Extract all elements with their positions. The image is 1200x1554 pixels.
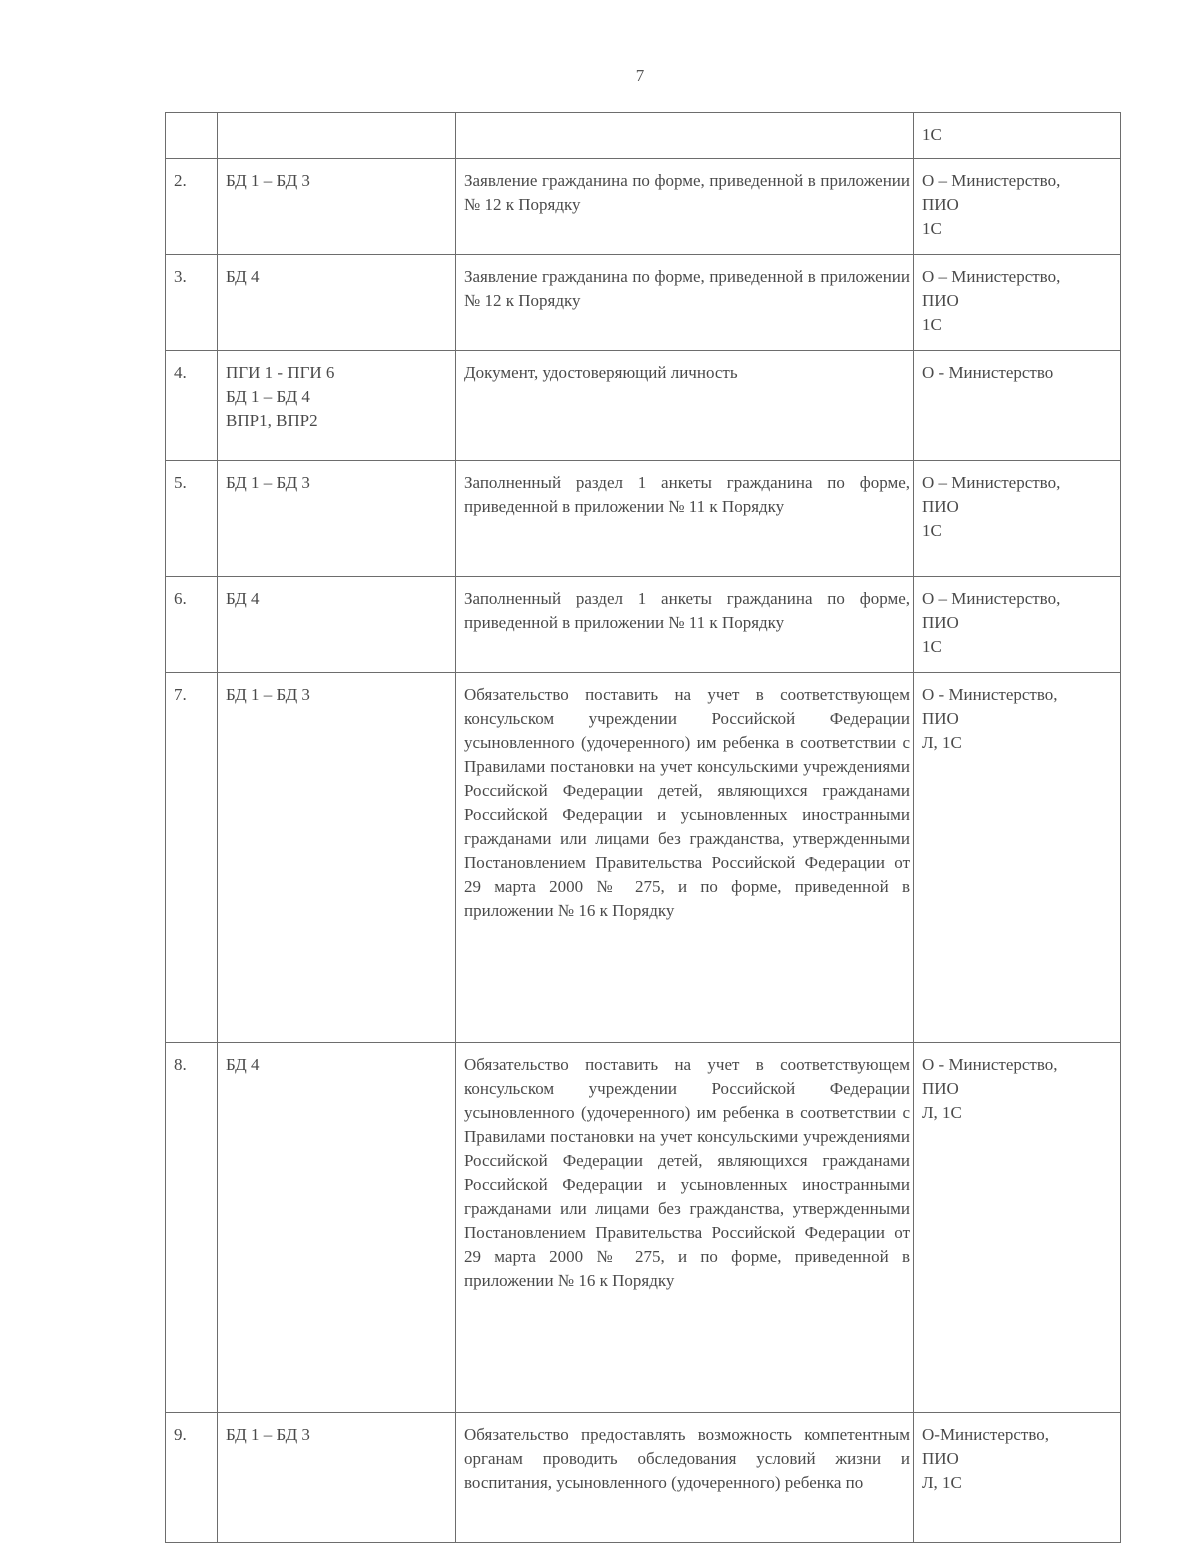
source-line: ПИО (922, 1079, 959, 1098)
source-line: О - Министерство (922, 363, 1054, 382)
source-line: 1С (922, 637, 942, 656)
row-number-cell: 7. (166, 673, 218, 1043)
source-line: О – Министерство, (922, 589, 1061, 608)
code-cell (218, 1043, 456, 1413)
document-description-cell (456, 113, 914, 159)
code-line: БД 1 – БД 3 (226, 171, 310, 190)
code-line: БД 4 (226, 1055, 260, 1074)
document-description-cell: Заявление гражданина по форме, приведенной в приложении № 12 к Порядку (456, 255, 914, 351)
source-line: О – Министерство, (922, 171, 1061, 190)
code-cell (218, 1413, 456, 1543)
source-line: Л, 1С (922, 1473, 962, 1492)
document-description-cell: Обязательство поставить на учет в соответствующем консульском учреждении Российской Федерации усыновленного (удочеренного) им ребенка в соответствии с Правилами постановки на учет консульскими учреждениями Российской Федерации детей, являющихся гражданами Российской Федерации и усыновленных иностранными гражданами или лицами без гражданства, утвержденными Постановлением Правительства Российской Федерации от 29 марта 2000 № 275, и по форме, приведенной в приложении № 16 к Порядку (456, 1043, 914, 1413)
table-row (166, 577, 1121, 673)
source-cell (914, 351, 1121, 461)
source-cell (914, 461, 1121, 577)
source-line: 1С (922, 315, 942, 334)
code-cell (218, 577, 456, 673)
source-cell (914, 577, 1121, 673)
row-number-cell: 6. (166, 577, 218, 673)
source-line: ПИО (922, 709, 959, 728)
table-row (166, 673, 1121, 1043)
code-line: БД 4 (226, 589, 260, 608)
table-row (166, 351, 1121, 461)
code-line: ПГИ 1 - ПГИ 6 (226, 363, 335, 382)
source-cell (914, 255, 1121, 351)
table-row (166, 159, 1121, 255)
code-line: БД 1 – БД 3 (226, 473, 310, 492)
row-number-cell: 4. (166, 351, 218, 461)
code-cell (218, 461, 456, 577)
source-line: 1С (922, 219, 942, 238)
table-row (166, 1413, 1121, 1543)
source-cell (914, 159, 1121, 255)
source-cell (914, 1043, 1121, 1413)
code-cell (218, 113, 456, 159)
code-line: БД 4 (226, 267, 260, 286)
source-cell (914, 673, 1121, 1043)
code-cell (218, 351, 456, 461)
table-row (166, 113, 1121, 159)
row-number-cell (166, 113, 218, 159)
page-number: 7 (635, 66, 645, 85)
source-line: 1С (922, 125, 942, 144)
document-description-cell: Заполненный раздел 1 анкеты гражданина по форме, приведенной в приложении № 11 к Порядку (456, 461, 914, 577)
code-cell (218, 673, 456, 1043)
table-body (166, 113, 1121, 1543)
table-row (166, 461, 1121, 577)
row-number-cell: 5. (166, 461, 218, 577)
document-description-cell: Документ, удостоверяющий личность (456, 351, 914, 461)
code-line: БД 1 – БД 3 (226, 1425, 310, 1444)
document-description-cell: Заполненный раздел 1 анкеты гражданина по форме, приведенной в приложении № 11 к Порядку (456, 577, 914, 673)
source-line: ПИО (922, 497, 959, 516)
table-row (166, 255, 1121, 351)
document-description-cell: Обязательство поставить на учет в соответствующем консульском учреждении Российской Федерации усыновленного (удочеренного) им ребенка в соответствии с Правилами постановки на учет консульскими учреждениями Российской Федерации детей, являющихся гражданами Российской Федерации и усыновленных иностранными гражданами или лицами без гражданства, утвержденными Постановлением Правительства Российской Федерации от 29 марта 2000 № 275, и по форме, приведенной в приложении № 16 к Порядку (456, 673, 914, 1043)
source-line: О-Министерство, (922, 1425, 1050, 1444)
document-description-cell: Заявление гражданина по форме, приведенной в приложении № 12 к Порядку (456, 159, 914, 255)
source-line: О - Министерство, (922, 685, 1058, 704)
source-line: О – Министерство, (922, 267, 1061, 286)
source-line: ПИО (922, 195, 959, 214)
row-number-cell: 8. (166, 1043, 218, 1413)
document-description-cell: Обязательство предоставлять возможность компетентным органам проводить обследования условий жизни и воспитания, усыновленного (удочеренного) ребенка по (456, 1413, 914, 1543)
row-number-cell: 2. (166, 159, 218, 255)
code-line: ВПР1, ВПР2 (226, 411, 318, 430)
code-cell (218, 255, 456, 351)
table-row (166, 1043, 1121, 1413)
source-line: Л, 1С (922, 733, 962, 752)
source-line: ПИО (922, 1449, 959, 1468)
source-line: О – Министерство, (922, 473, 1061, 492)
source-cell (914, 1413, 1121, 1543)
source-line: ПИО (922, 291, 959, 310)
source-cell (914, 113, 1121, 159)
documents-table (165, 112, 1121, 1543)
row-number-cell: 3. (166, 255, 218, 351)
row-number-cell: 9. (166, 1413, 218, 1543)
source-line: ПИО (922, 613, 959, 632)
source-line: 1С (922, 521, 942, 540)
source-line: Л, 1С (922, 1103, 962, 1122)
code-line: БД 1 – БД 3 (226, 685, 310, 704)
code-line: БД 1 – БД 4 (226, 387, 310, 406)
source-line: О - Министерство, (922, 1055, 1058, 1074)
code-cell (218, 159, 456, 255)
